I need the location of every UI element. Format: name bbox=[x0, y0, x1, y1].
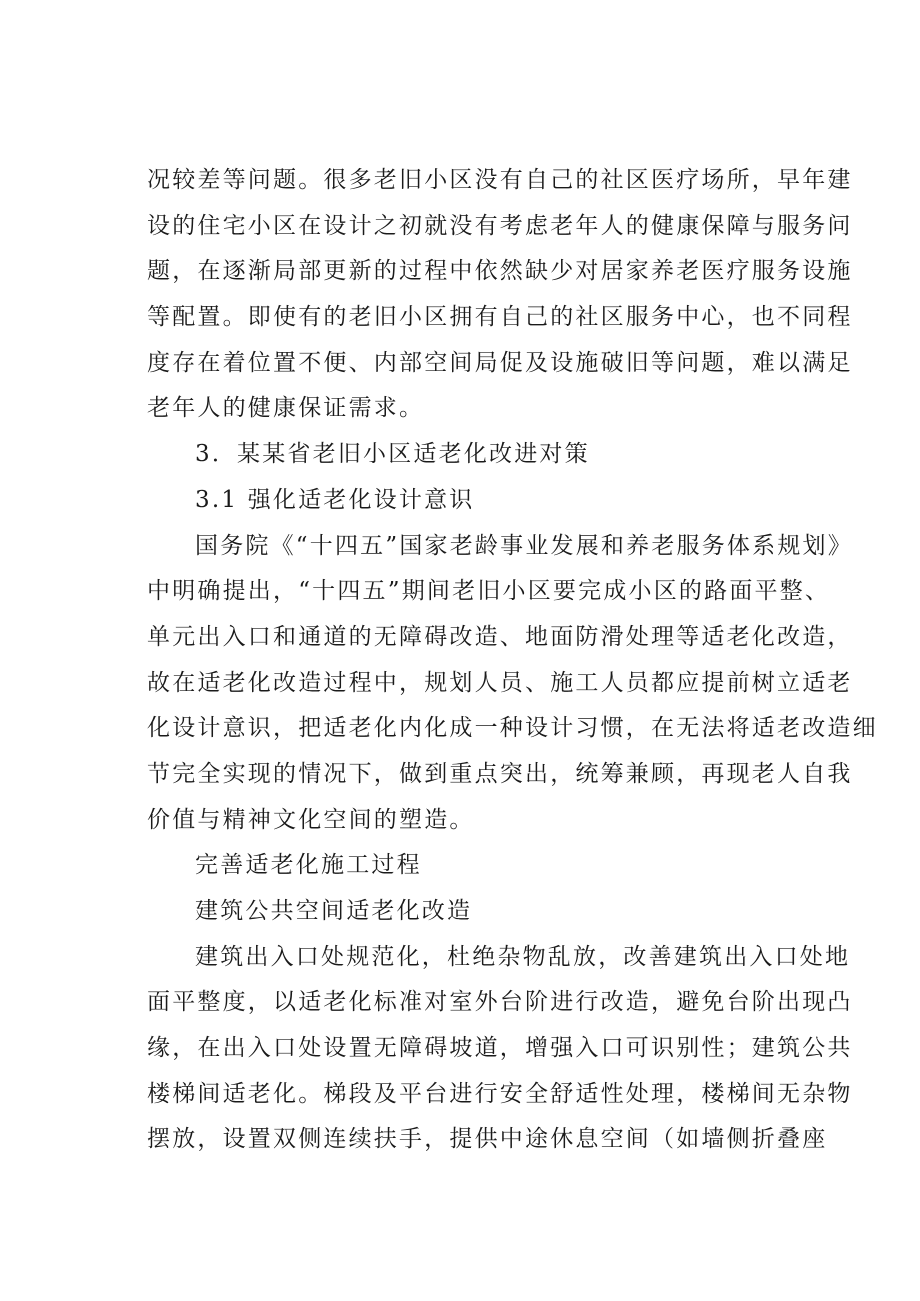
paragraph-line: 故在适老化改造过程中，规划人员、施工人员都应提前树立适老 bbox=[147, 669, 853, 696]
paragraph-line: 面平整度，以适老化标准对室外台阶进行改造，避免台阶出现凸 bbox=[147, 989, 853, 1016]
paragraph-1 bbox=[147, 158, 853, 432]
paragraph-line: 节完全实现的情况下，做到重点突出，统筹兼顾，再现老人自我 bbox=[147, 760, 853, 787]
paragraph-line: 摆放，设置双侧连续扶手，提供中途休息空间（如墙侧折叠座 bbox=[147, 1126, 828, 1153]
paragraph-line: 题，在逐渐局部更新的过程中依然缺少对居家养老医疗服务设施 bbox=[147, 258, 853, 285]
paragraph-line: 化设计意识，把适老化内化成一种设计习惯，在无法将适老改造细 bbox=[147, 715, 878, 742]
paragraph-line: 建筑出入口处规范化，杜绝杂物乱放，改善建筑出入口处地 bbox=[195, 943, 851, 970]
paragraph-line: 况较差等问题。很多老旧小区没有自己的社区医疗场所，早年建 bbox=[147, 167, 853, 193]
paragraph-line: 楼梯间适老化。梯段及平台进行安全舒适性处理，楼梯间无杂物 bbox=[147, 1080, 853, 1107]
paragraph-3 bbox=[147, 935, 853, 1163]
paragraph-line: 单元出入口和通道的无障碍改造、地面防滑处理等适老化改造， bbox=[147, 623, 853, 650]
paragraph-line: 缘，在出入口处设置无障碍坡道，增强入口可识别性；建筑公共 bbox=[147, 1035, 853, 1062]
document-body bbox=[147, 158, 878, 1163]
paragraph-line: 价值与精神文化空间的塑造。 bbox=[147, 806, 475, 833]
paragraph-2 bbox=[147, 524, 878, 844]
paragraph-line: 等配置。即使有的老旧小区拥有自己的社区服务中心，也不同程 bbox=[147, 304, 853, 331]
subheading-public-space: 建筑公共空间适老化改造 bbox=[195, 898, 473, 924]
paragraph-line: 设的住宅小区在设计之初就没有考虑老年人的健康保障与服务问 bbox=[147, 212, 853, 239]
section-heading-3-1: 3.1 强化适老化设计意识 bbox=[195, 486, 475, 513]
paragraph-line: 国务院《“十四五”国家老龄事业发展和养老服务体系规划》 bbox=[195, 532, 853, 559]
subheading-construction-process: 完善适老化施工过程 bbox=[195, 852, 422, 879]
section-heading-3: 3．某某省老旧小区适老化改进对策 bbox=[195, 441, 590, 468]
paragraph-line: 度存在着位置不便、内部空间局促及设施破旧等问题，难以满足 bbox=[147, 349, 853, 376]
paragraph-line: 中明确提出，“十四五”期间老旧小区要完成小区的路面平整、 bbox=[147, 578, 831, 605]
paragraph-line: 老年人的健康保证需求。 bbox=[147, 395, 425, 422]
